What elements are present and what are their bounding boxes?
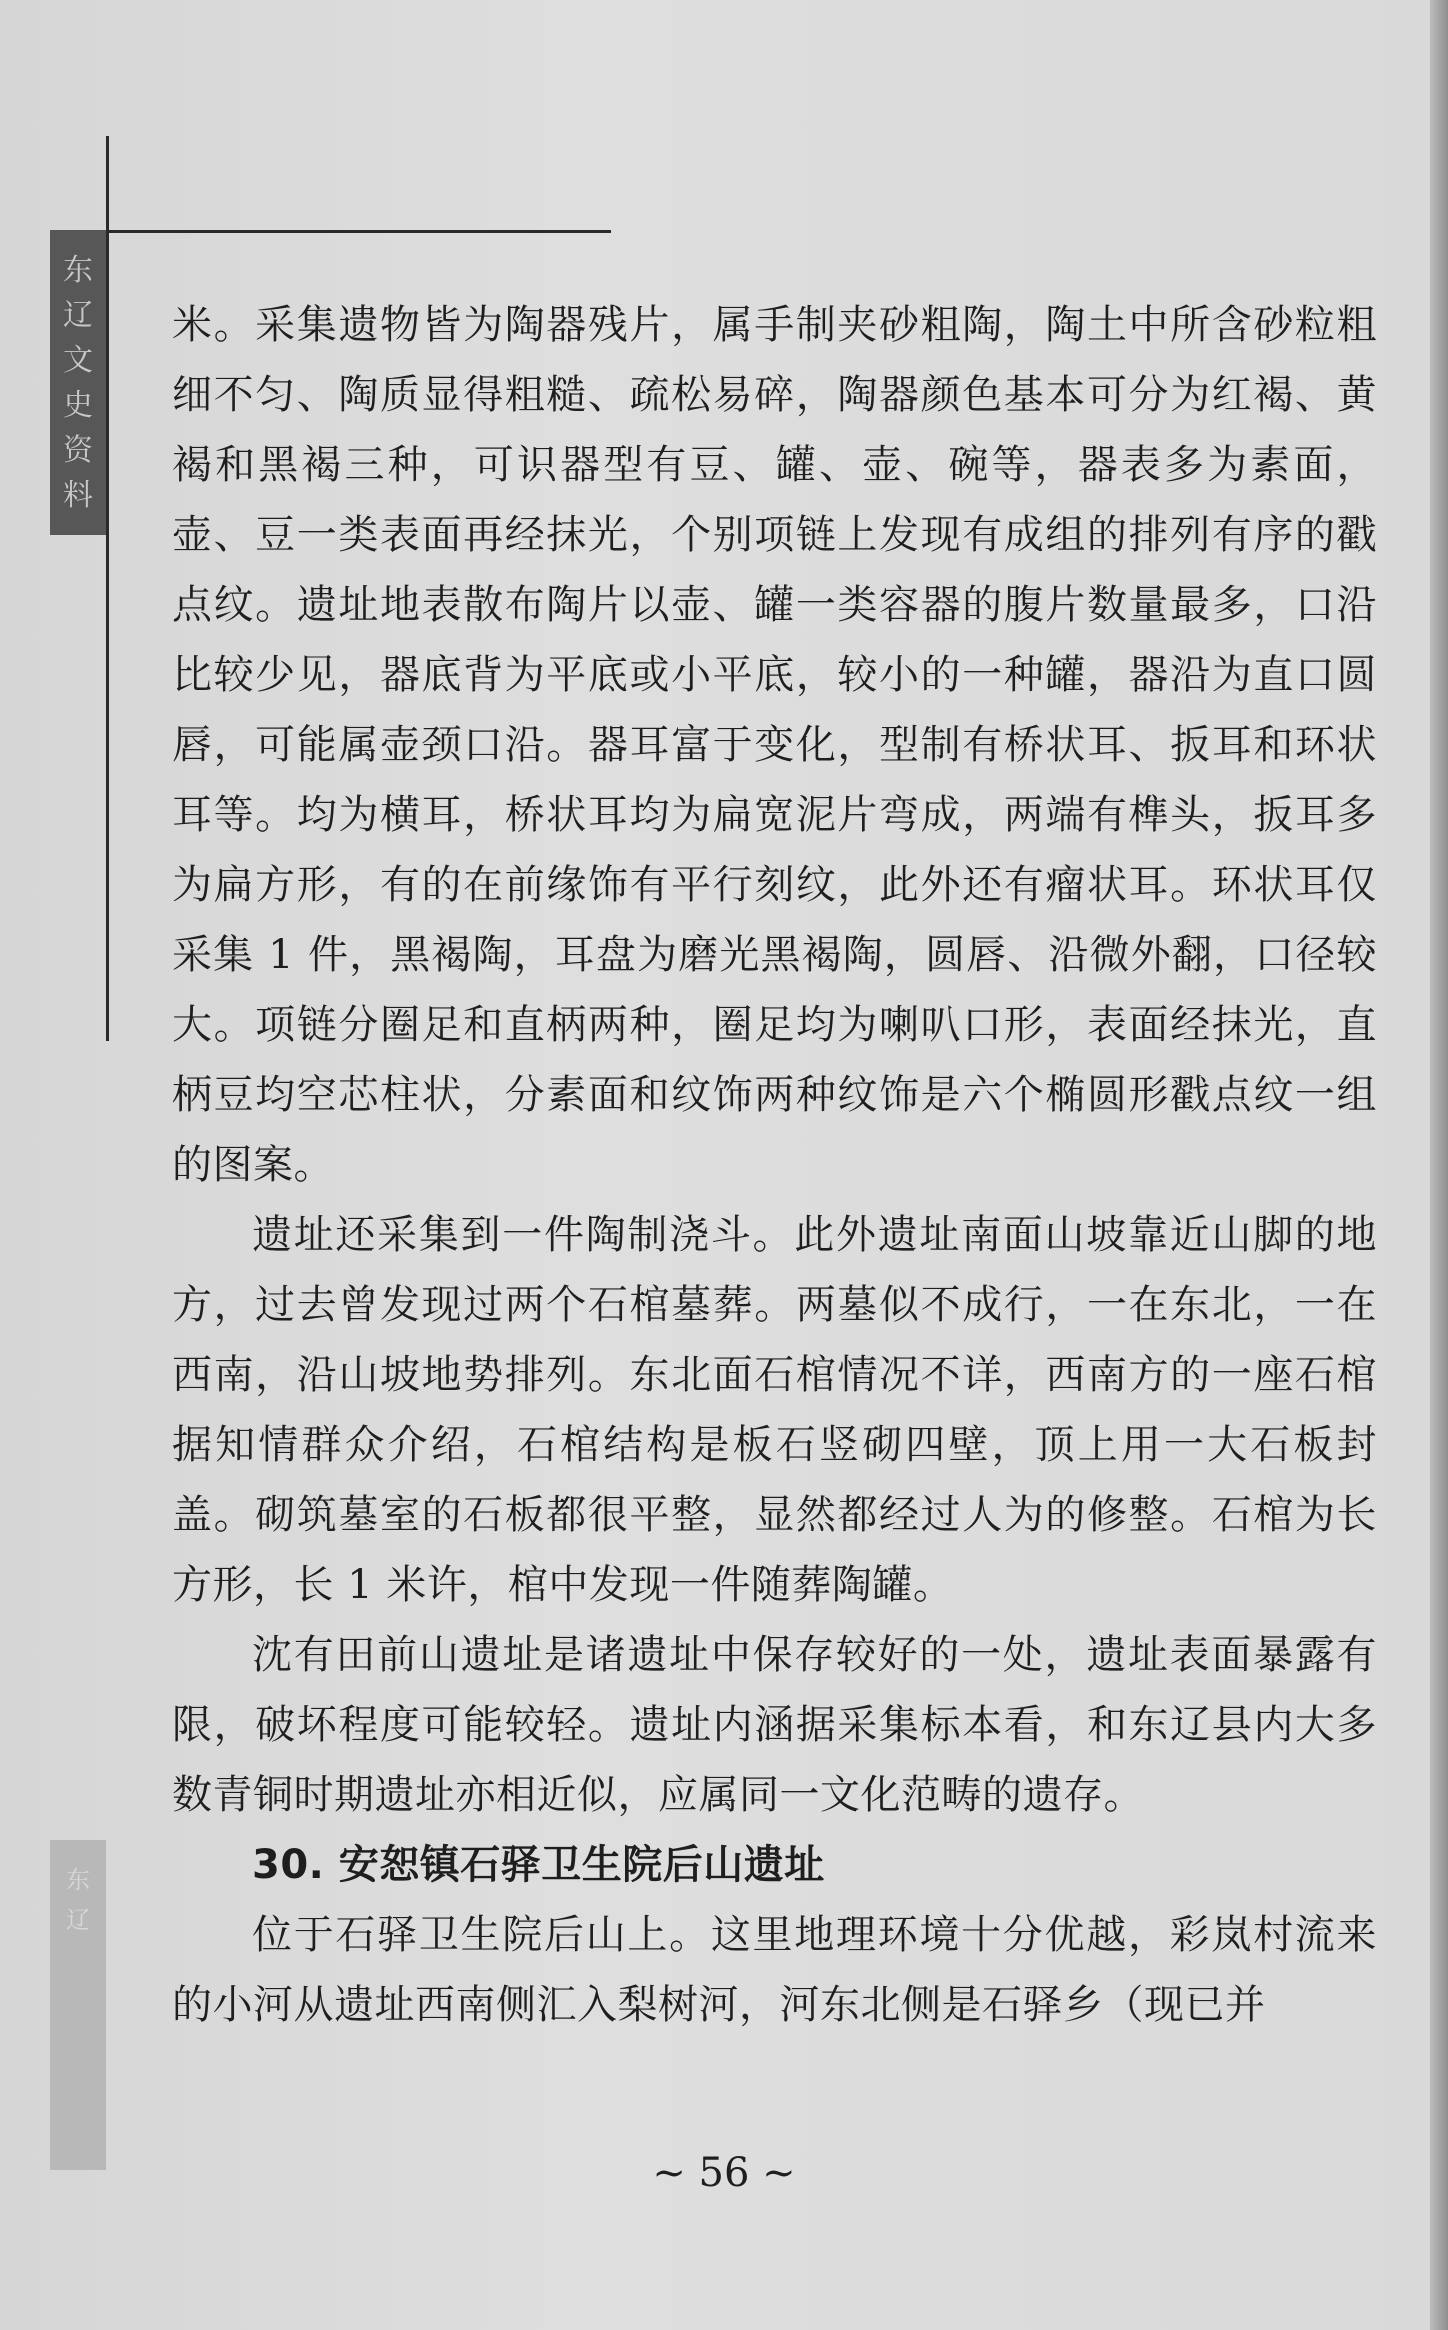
paragraph: 米。采集遗物皆为陶器残片，属手制夹砂粗陶，陶土中所含砂粒粗细不匀、陶质显得粗糙、疏松易碎，陶器颜色基本可分为红褐、黄褐和黑褐三种，可识器型有豆、罐、壶、碗等，器表多为素面，壶、豆一类表面再经抹光，个别项链上发现有成组的排列有序的戳点纹。遗址地表散布陶片以壶、罐一类容器的腹片数量最多，口沿比较少见，器底背为平底或小平底，较小的一种罐，器沿为直口圆唇，可能属壶颈口沿。器耳富于变化，型制有桥状耳、扳耳和环状耳等。均为横耳，桥状耳均为扁宽泥片弯成，两端有榫头，扳耳多为扁方形，有的在前缘饰有平行刻纹，此外还有瘤状耳。环状耳仅采集 1 件，黑褐陶，耳盘为磨光黑褐陶，圆唇、沿微外翻，口径较大。项链分圈足和直柄两种，圈足均为喇叭口形，表面经抹光，直柄豆均空芯柱状，分素面和纹饰两种纹饰是六个椭圆形戳点纹一组的图案。 [172,302,1377,1188]
side-tab-faded-label: 东 辽 [66,1866,90,1934]
page-edge-shadow [1430,0,1448,2330]
paragraph: 沈有田前山遗址是诸遗址中保存较好的一处，遗址表面暴露有限，破坏程度可能较轻。遗址内涵据采集标本看，和东辽县内大多数青铜时期遗址亦相近似，应属同一文化范畴的遗存。 [172,1632,1377,1818]
side-tab-series-title [50,230,106,535]
paragraph: 位于石驿卫生院后山上。这里地理环境十分优越，彩岚村流来的小河从遗址西南侧汇入梨树河，河东北侧是石驿乡（现已并 [172,1912,1377,2028]
left-margin-rule [106,136,109,1041]
paragraph: 遗址还采集到一件陶制浇斗。此外遗址南面山坡靠近山脚的地方，过去曾发现过两个石棺墓葬。两墓似不成行，一在东北，一在西南，沿山坡地势排列。东北面石棺情况不详，西南方的一座石棺据知情群众介绍，石棺结构是板石竖砌四壁，顶上用一大石板封盖。砌筑墓室的石板都很平整，显然都经过人为的修整。石棺为长方形，长 1 米许，棺中发现一件随葬陶罐。 [172,1212,1377,1608]
side-tab-faded [50,1840,106,2170]
body-text [172,290,1377,2040]
section-heading: 30. 安恕镇石驿卫生院后山遗址 [252,1842,825,1888]
side-tab-label: 东 辽 文 史 资 料 [63,253,93,513]
top-header-rule [106,230,611,233]
page-number: ~ 56 ~ [652,2150,796,2196]
